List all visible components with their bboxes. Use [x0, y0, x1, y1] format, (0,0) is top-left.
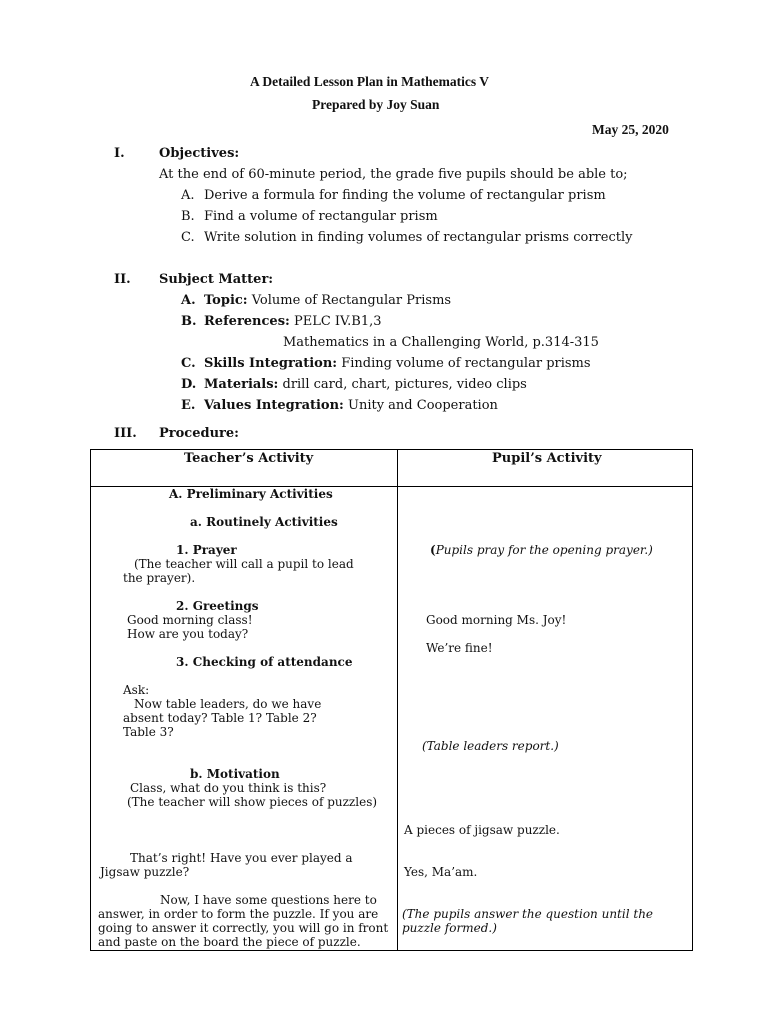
- preliminary-activities: A. Preliminary Activities: [169, 487, 333, 501]
- pupil-answer-line: puzzle formed.): [402, 921, 497, 935]
- pupil-prayer-text: Pupils pray for the opening prayer.): [435, 543, 653, 557]
- greeting-line: How are you today?: [127, 627, 249, 641]
- prayer-line: the prayer).: [123, 571, 196, 585]
- ask-line: Table 3?: [123, 725, 174, 739]
- subject-label: Topic:: [204, 293, 248, 308]
- prepared-by: Prepared by Joy Suan: [312, 97, 440, 112]
- subject-number: II.: [114, 272, 131, 287]
- ask-label: Ask:: [123, 683, 150, 697]
- subject-item-values: [204, 398, 498, 413]
- pupil-prayer-paren: (: [430, 543, 436, 557]
- teacher-line: going to answer it correctly, you will go in front: [98, 921, 389, 935]
- subject-letter: E.: [181, 398, 196, 413]
- objective-text: Derive a formula for finding the volume of rectangular prism: [204, 188, 606, 203]
- teacher-line: Jigsaw puzzle?: [100, 865, 190, 879]
- teacher-activity-header: Teacher’s Activity: [184, 451, 314, 466]
- subject-heading: Subject Matter:: [159, 272, 274, 287]
- pupil-response: We’re fine!: [426, 641, 493, 655]
- subject-item-references: [204, 314, 382, 329]
- objective-text: Write solution in finding volumes of rectangular prisms correctly: [204, 230, 633, 245]
- motivation-heading: b. Motivation: [190, 767, 280, 781]
- subject-letter: B.: [181, 314, 197, 329]
- objective-letter: A.: [181, 188, 195, 203]
- objectives-intro: At the end of 60-minute period, the grade five pupils should be able to;: [159, 167, 628, 182]
- pupil-prayer: [430, 543, 653, 557]
- subject-letter: C.: [181, 356, 196, 371]
- pupil-answer-line: (The pupils answer the question until the: [402, 907, 654, 921]
- table-column-divider: [397, 449, 398, 951]
- document-title: A Detailed Lesson Plan in Mathematics V: [250, 74, 489, 89]
- subject-value: PELC IV.B1,3: [289, 314, 382, 329]
- teacher-line: and paste on the board the piece of puzzle.: [98, 935, 361, 949]
- subject-label: Values Integration:: [204, 398, 344, 413]
- attendance-heading: 3. Checking of attendance: [176, 655, 353, 669]
- subject-item-skills: [204, 356, 591, 371]
- routinely-activities: a. Routinely Activities: [190, 515, 338, 529]
- procedure-number: III.: [114, 426, 137, 441]
- subject-label: Skills Integration:: [204, 356, 338, 371]
- procedure-heading: Procedure:: [159, 426, 239, 441]
- greeting-line: Good morning class!: [127, 613, 253, 627]
- table-border-left: [90, 449, 91, 951]
- subject-letter: A.: [181, 293, 196, 308]
- subject-value: Unity and Cooperation: [343, 398, 498, 413]
- subject-label: Materials:: [204, 377, 279, 392]
- subject-letter: D.: [181, 377, 197, 392]
- document-date: May 25, 2020: [592, 122, 669, 137]
- prayer-heading: 1. Prayer: [176, 543, 237, 557]
- ask-line: absent today? Table 1? Table 2?: [123, 711, 317, 725]
- pupil-activity-header: Pupil’s Activity: [492, 451, 602, 466]
- prayer-line: (The teacher will call a pupil to lead: [134, 557, 354, 571]
- teacher-line: answer, in order to form the puzzle. If you are: [98, 907, 379, 921]
- subject-item-materials: [204, 377, 527, 392]
- subject-label: References:: [204, 314, 290, 329]
- subject-value: drill card, chart, pictures, video clips: [278, 377, 527, 392]
- subject-value: Finding volume of rectangular prisms: [337, 356, 591, 371]
- pupil-jigsaw-answer: A pieces of jigsaw puzzle.: [404, 823, 560, 837]
- pupil-greeting: Good morning Ms. Joy!: [426, 613, 567, 627]
- subject-item-topic: [204, 293, 451, 308]
- table-border-top: [90, 449, 693, 450]
- pupil-leaders-report: (Table leaders report.): [422, 739, 559, 753]
- motivation-line: (The teacher will show pieces of puzzles): [127, 795, 378, 809]
- objective-letter: C.: [181, 230, 195, 245]
- greetings-heading: 2. Greetings: [176, 599, 259, 613]
- teacher-line: That’s right! Have you ever played a: [130, 851, 353, 865]
- pupil-yes-answer: Yes, Ma’am.: [404, 865, 478, 879]
- subject-value: Volume of Rectangular Prisms: [247, 293, 452, 308]
- objective-text: Find a volume of rectangular prism: [204, 209, 438, 224]
- motivation-line: Class, what do you think is this?: [130, 781, 327, 795]
- teacher-line: Now, I have some questions here to: [160, 893, 377, 907]
- table-border-right: [692, 449, 693, 951]
- objective-letter: B.: [181, 209, 195, 224]
- table-border-bottom: [90, 950, 693, 951]
- reference-continuation: Mathematics in a Challenging World, p.314-315: [283, 335, 599, 350]
- ask-line: Now table leaders, do we have: [134, 697, 322, 711]
- objectives-heading: Objectives:: [159, 146, 240, 161]
- objectives-number: I.: [114, 146, 125, 161]
